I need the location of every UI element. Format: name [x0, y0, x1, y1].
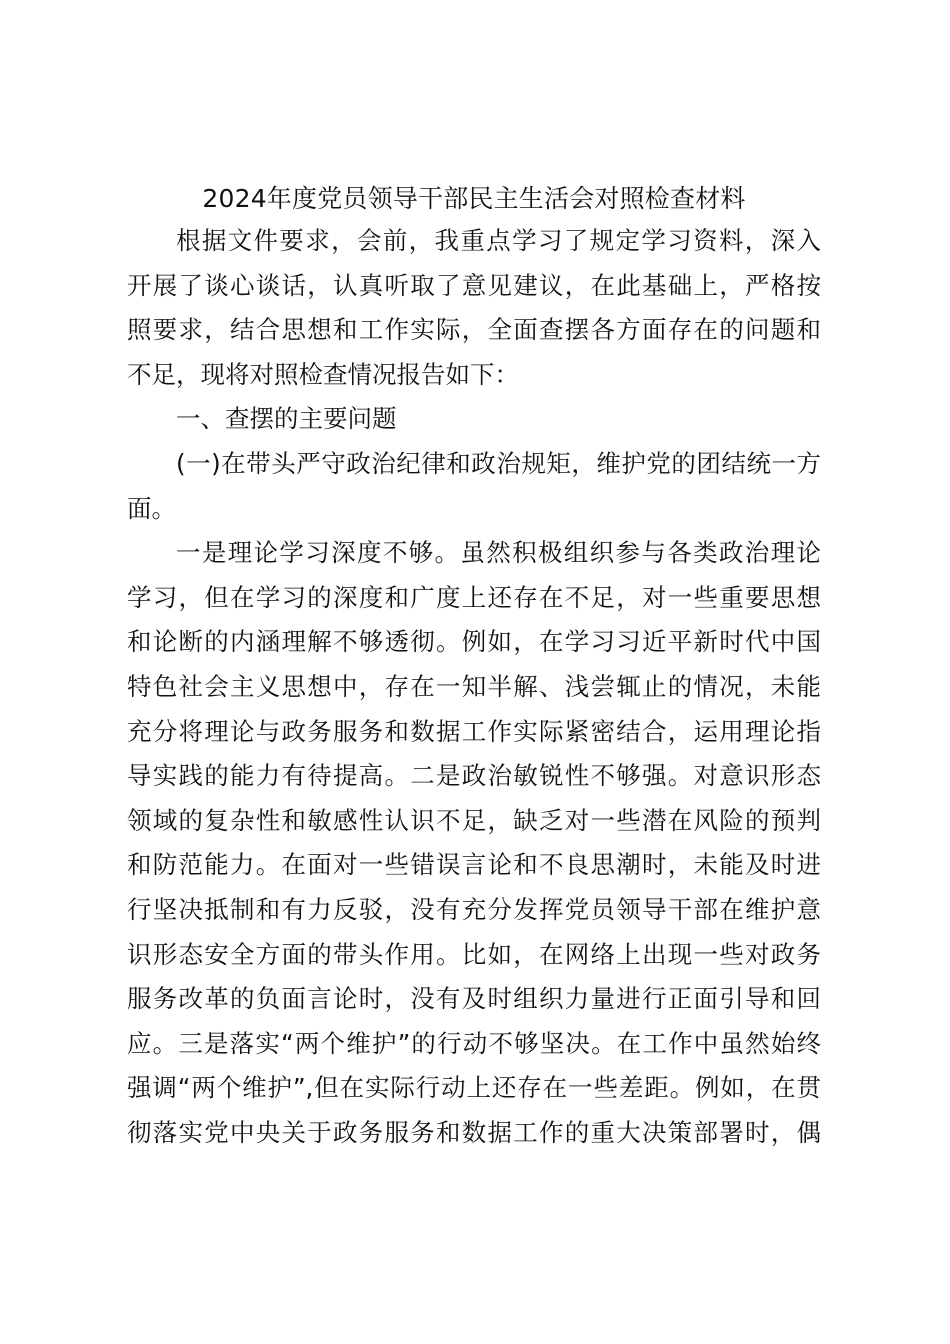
body-paragraph [127, 531, 821, 1155]
body-line: 和论断的内涵理解不够透彻。例如，在学习习近平新时代中国 [127, 627, 821, 657]
body-line: 强调“两个维护”,但在实际行动上还存在一些差距。例如，在贯 [127, 1073, 821, 1103]
body-line: 行坚决抵制和有力反驳，没有充分发挥党员领导干部在维护意 [127, 894, 821, 924]
subsection-heading-line: 面。 [127, 493, 176, 523]
body-line: 应。三是落实“两个维护”的行动不够坚决。在工作中虽然始终 [127, 1028, 821, 1058]
section-heading: 一、查摆的主要问题 [176, 404, 397, 434]
body-line: 和防范能力。在面对一些错误言论和不良思潮时，未能及时进 [127, 850, 821, 880]
body-line: 领域的复杂性和敏感性认识不足，缺乏对一些潜在风险的预判 [127, 805, 821, 835]
section-heading-block [127, 397, 821, 442]
body-line: 导实践的能力有待提高。二是政治敏锐性不够强。对意识形态 [127, 761, 821, 791]
intro-line: 照要求，结合思想和工作实际，全面查摆各方面存在的问题和 [127, 315, 821, 345]
intro-line: 开展了谈心谈话，认真听取了意见建议，在此基础上，严格按 [127, 270, 821, 300]
document-body [127, 175, 821, 1155]
document-title: 2024年度党员领导干部民主生活会对照检查材料 [202, 184, 746, 213]
body-line: 充分将理论与政务服务和数据工作实际紧密结合，运用理论指 [127, 716, 821, 746]
intro-line: 根据文件要求，会前，我重点学习了规定学习资料，深入 [176, 226, 821, 255]
body-line: 学习，但在学习的深度和广度上还存在不足，对一些重要思想 [127, 582, 821, 612]
body-line: 特色社会主义思想中，存在一知半解、浅尝辄止的情况，未能 [127, 671, 821, 701]
body-line: 彻落实党中央关于政务服务和数据工作的重大决策部署时，偶 [127, 1117, 821, 1147]
body-line: 服务改革的负面言论时，没有及时组织力量进行正面引导和回 [127, 984, 821, 1014]
intro-paragraph [127, 219, 821, 397]
body-line: 一是理论学习深度不够。虽然积极组织参与各类政治理论 [176, 538, 821, 568]
subsection-heading-block [127, 442, 821, 531]
body-line: 识形态安全方面的带头作用。比如，在网络上出现一些对政务 [127, 939, 821, 969]
intro-line: 不足，现将对照检查情况报告如下： [127, 359, 519, 389]
subsection-heading-line: (一)在带头严守政治纪律和政治规矩，维护党的团结统一方 [176, 448, 821, 478]
